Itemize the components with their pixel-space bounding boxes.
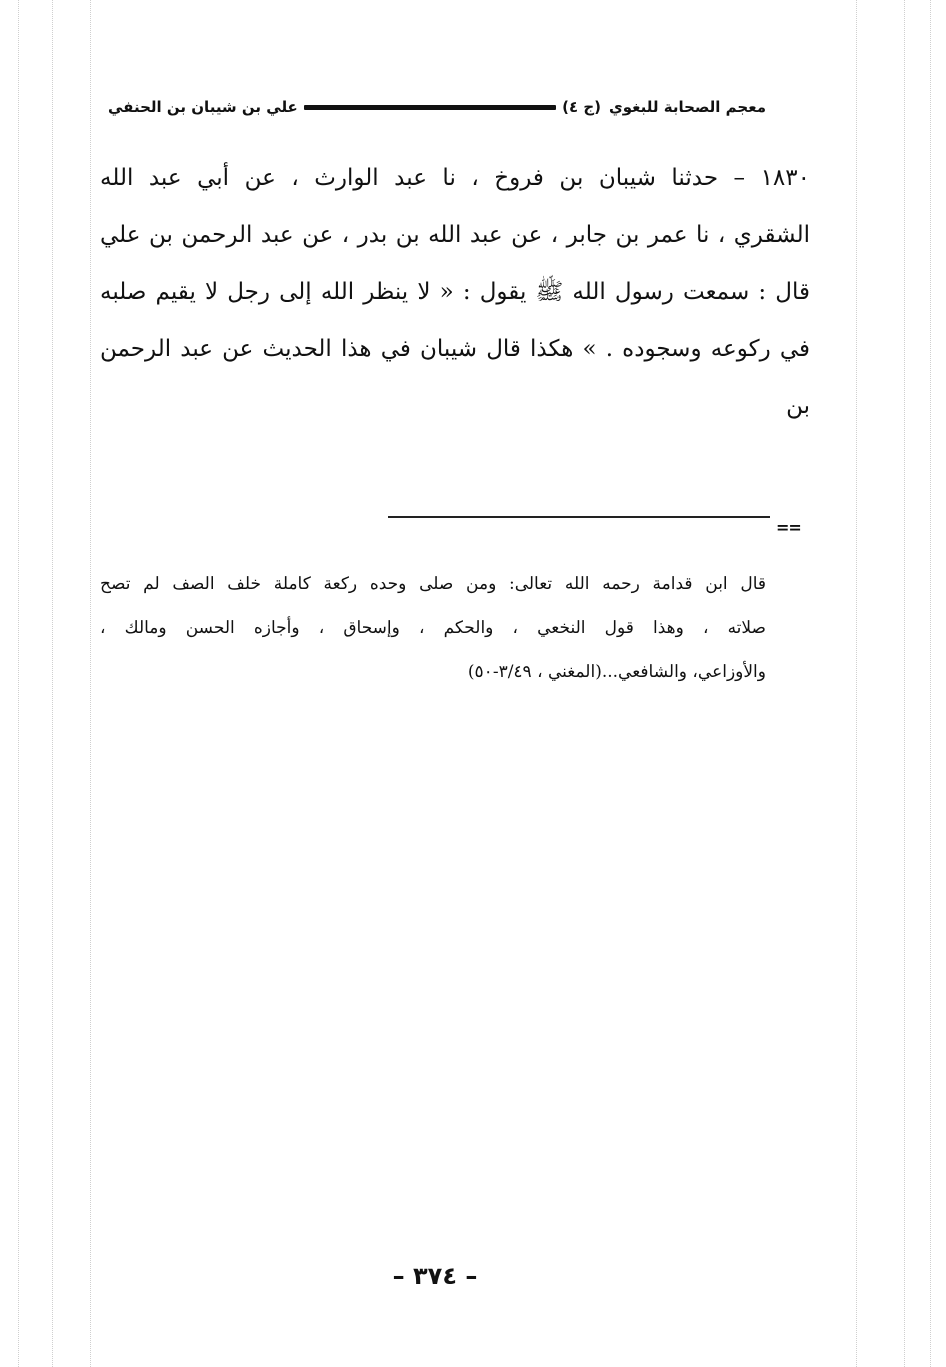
footnote-line: والأوزاعي، والشافعي...(المغني ، ٣/٤٩-٥٠)	[467, 662, 766, 682]
running-header	[108, 92, 766, 122]
body-line: ١٨٣٠ – حدثنا شيبان بن فروخ ، نا عبد الوارث ، عن أبي عبد الله	[100, 165, 810, 191]
footnote-separator	[388, 516, 770, 518]
scan-artifact-line	[904, 0, 905, 1367]
scan-artifact-line	[856, 0, 857, 1367]
footnote-continuation-marker: ==	[776, 518, 801, 537]
body-line: الشقري ، نا عمر بن جابر ، عن عبد الله بن بدر ، عن عبد الرحمن بن علي	[100, 222, 810, 248]
book-title: معجم الصحابة للبغوي	[609, 98, 766, 116]
body-line: قال : سمعت رسول الله ﷺ يقول : « لا ينظر الله إلى رجل لا يقيم صلبه	[100, 279, 810, 305]
footnote	[100, 562, 766, 694]
page-number: – ٣٧٤ –	[392, 1262, 478, 1290]
scan-artifact-line	[52, 0, 53, 1367]
footnote-line: صلاته ، وهذا قول النخعي ، والحكم ، وإسحاق ، وأجازه الحسن ومالك ،	[100, 618, 766, 638]
hadith-body	[100, 150, 810, 435]
volume-label: (ج ٤)	[562, 98, 601, 116]
scan-artifact-line	[18, 0, 19, 1367]
body-line: في ركوعه وسجوده . » هكذا قال شيبان في هذا الحديث عن عبد الرحمن بن	[100, 336, 810, 419]
scan-artifact-line	[90, 0, 91, 1367]
footnote-line: قال ابن قدامة رحمه الله تعالى: ومن صلى وحده ركعة كاملة خلف الصف لم تصح	[100, 574, 766, 594]
chapter-title: علي بن شيبان بن الحنفي	[108, 98, 298, 116]
scan-artifact-line	[930, 0, 931, 1367]
header-rule	[304, 105, 556, 110]
